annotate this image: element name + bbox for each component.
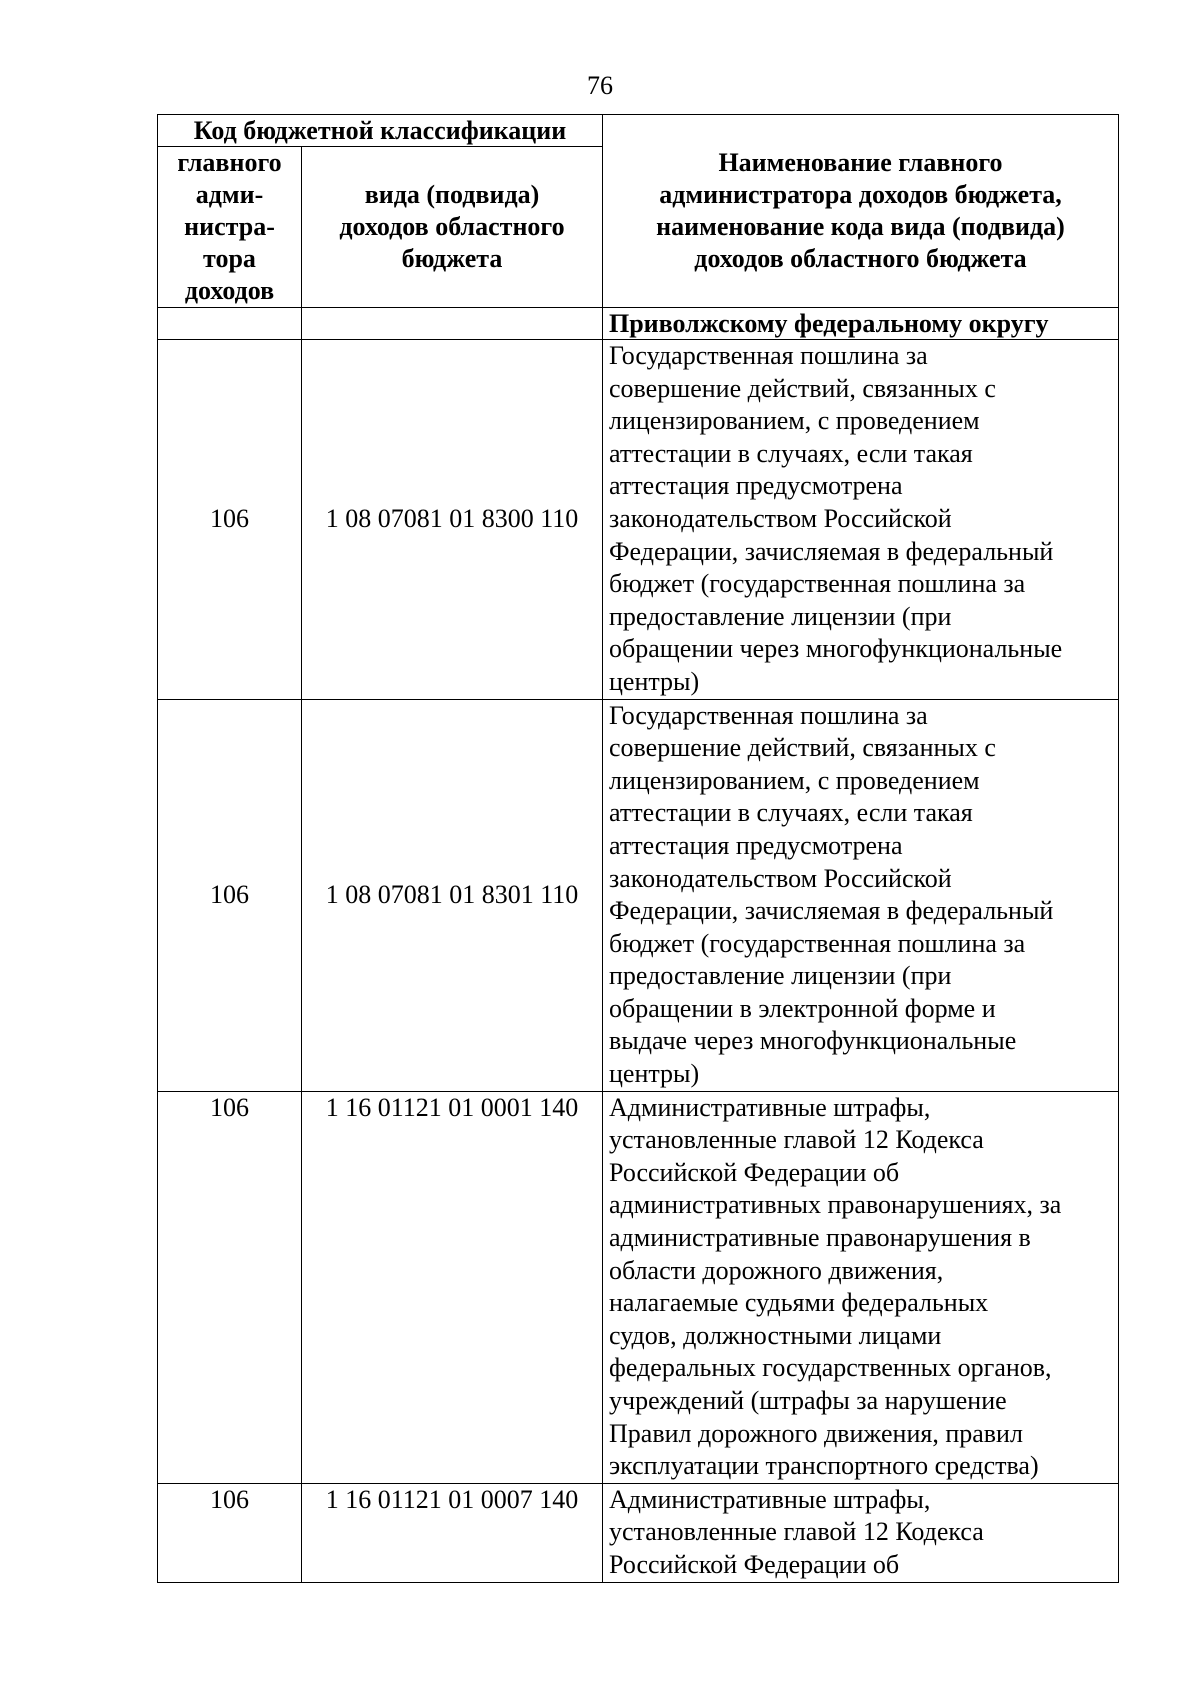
description-line: установленные главой 12 Кодекса xyxy=(609,1125,984,1155)
description-line: законодательством Российской xyxy=(609,503,952,533)
section-empty-cell xyxy=(158,308,302,340)
header-name-line: администратора доходов бюджета, xyxy=(659,180,1062,209)
income-code-cell: 1 08 07081 01 8301 110 xyxy=(302,699,603,1091)
income-code-cell: 1 08 07081 01 8300 110 xyxy=(302,340,603,700)
description-line: установленные главой 12 Кодекса xyxy=(609,1517,984,1547)
table-row xyxy=(158,1483,1119,1582)
description-line: Правил дорожного движения, правил xyxy=(609,1418,1023,1448)
description-line: Административные штрафы, xyxy=(609,1484,931,1514)
description-line: Федерации, зачисляемая в федеральный xyxy=(609,536,1054,566)
description-line: административных правонарушениях, за xyxy=(609,1190,1062,1220)
table-row xyxy=(158,699,1119,1091)
description-line: совершение действий, связанных с xyxy=(609,733,996,763)
description-line: Государственная пошлина за xyxy=(609,700,928,730)
income-code-cell: 1 16 01121 01 0001 140 xyxy=(302,1091,603,1483)
table-row xyxy=(158,340,1119,700)
description-line: области дорожного движения, xyxy=(609,1255,944,1285)
section-title: Приволжскому федеральному округу xyxy=(603,308,1119,340)
admin-code-cell: 106 xyxy=(158,340,302,700)
header-code-line: вида (подвида) xyxy=(364,180,540,209)
section-row xyxy=(158,308,1119,340)
description-line: Административные штрафы, xyxy=(609,1092,931,1122)
income-code-cell: 1 16 01121 01 0007 140 xyxy=(302,1483,603,1582)
description-line: Федерации, зачисляемая в федеральный xyxy=(609,896,1054,926)
description-line: центры) xyxy=(609,1059,700,1089)
description-line: аттестация предусмотрена xyxy=(609,471,903,501)
header-admin-line: доходов xyxy=(184,276,275,305)
description-line: лицензированием, с проведением xyxy=(609,765,980,795)
description-line: бюджет (государственная пошлина за xyxy=(609,928,1026,958)
description-line: обращении в электронной форме и xyxy=(609,993,996,1023)
description-line: обращении через многофункциональные xyxy=(609,634,1063,664)
header-group-title: Код бюджетной классификации xyxy=(158,115,603,147)
description-line: Российской Федерации об xyxy=(609,1157,900,1187)
admin-code-cell: 106 xyxy=(158,699,302,1091)
header-admin-line: нистра- xyxy=(184,212,275,241)
header-admin-line: главного xyxy=(177,148,282,177)
page-number: 76 xyxy=(587,71,613,100)
admin-code-cell: 106 xyxy=(158,1091,302,1483)
description-line: Государственная пошлина за xyxy=(609,341,928,370)
header-col-code xyxy=(302,147,603,308)
description-line: выдаче через многофункциональные xyxy=(609,1026,1017,1056)
description-line: судов, должностными лицами xyxy=(609,1320,942,1350)
description-line: учреждений (штрафы за нарушение xyxy=(609,1386,1007,1415)
header-col-name xyxy=(603,115,1119,308)
section-empty-cell xyxy=(302,308,603,340)
description-line: совершение действий, связанных с xyxy=(609,373,996,403)
description-line: аттестации в случаях, если такая xyxy=(609,798,973,828)
description-cell xyxy=(603,1091,1119,1483)
header-admin-line: адми- xyxy=(195,180,264,209)
budget-classification-table xyxy=(157,114,1119,1583)
description-line: центры) xyxy=(609,666,700,696)
admin-code-cell: 106 xyxy=(158,1483,302,1582)
description-line: налагаемые судьями федеральных xyxy=(609,1288,989,1318)
description-cell xyxy=(603,1483,1119,1582)
description-line: лицензированием, с проведением xyxy=(609,406,980,436)
description-line: законодательством Российской xyxy=(609,863,952,893)
header-code-line: бюджета xyxy=(401,244,503,273)
description-line: предоставление лицензии (при xyxy=(609,961,952,991)
header-col-admin xyxy=(158,147,302,308)
description-line: аттестации в случаях, если такая xyxy=(609,438,973,468)
description-cell xyxy=(603,699,1119,1091)
description-line: федеральных государственных органов, xyxy=(609,1353,1052,1383)
table-row xyxy=(158,1091,1119,1483)
header-code-line: доходов областного xyxy=(339,212,565,241)
description-line: предоставление лицензии (при xyxy=(609,601,952,631)
header-name-line: наименование кода вида (подвида) xyxy=(656,212,1065,241)
description-line: бюджет (государственная пошлина за xyxy=(609,569,1026,599)
header-name-line: доходов областного бюджета xyxy=(694,244,1027,273)
description-line: эксплуатации транспортного средства) xyxy=(609,1451,1039,1481)
description-line: Российской Федерации об xyxy=(609,1549,900,1579)
description-line: аттестация предусмотрена xyxy=(609,830,903,860)
header-row-group xyxy=(158,115,1119,147)
header-name-line: Наименование главного xyxy=(718,148,1003,177)
description-cell xyxy=(603,340,1119,700)
description-line: административные правонарушения в xyxy=(609,1223,1031,1253)
header-admin-line: тора xyxy=(203,244,256,273)
